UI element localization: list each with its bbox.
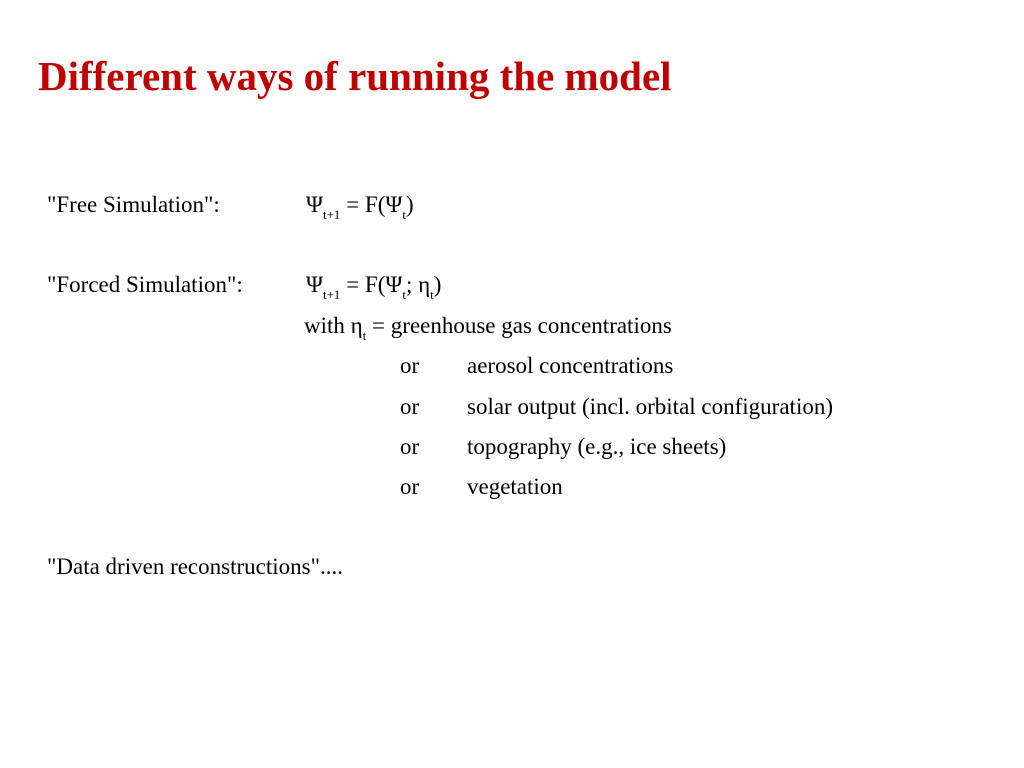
subscript: t: [402, 287, 406, 302]
forcing-definition: [304, 312, 672, 343]
or-word: or: [400, 474, 420, 499]
subscript: t+1: [322, 287, 341, 302]
equals-sign: =: [372, 313, 386, 338]
psi-symbol: Ψ: [385, 272, 403, 297]
subscript: t: [362, 328, 367, 343]
function-f: F(: [364, 192, 386, 217]
with-word: with: [304, 313, 345, 338]
psi-symbol: Ψ: [385, 192, 403, 217]
free-simulation-label: "Free Simulation":: [47, 192, 220, 217]
function-f: F(: [364, 272, 386, 297]
psi-symbol: Ψ: [306, 272, 323, 297]
free-simulation-equation: [306, 191, 414, 222]
alternative-text: vegetation: [467, 474, 563, 499]
equals-sign: =: [346, 192, 360, 217]
or-word: or: [400, 394, 420, 419]
alternative-text: topography (e.g., ice sheets): [467, 434, 727, 459]
semicolon: ;: [405, 272, 413, 297]
subscript: t+1: [322, 207, 341, 222]
forced-simulation-label: "Forced Simulation":: [47, 272, 243, 297]
alternative-text: aerosol concentrations: [467, 353, 674, 378]
eta-symbol: η: [418, 272, 431, 297]
subscript: t: [430, 287, 434, 302]
eta-symbol: η: [350, 313, 363, 338]
close-paren: ): [433, 272, 442, 297]
close-paren: ): [405, 192, 414, 217]
alternative-text: solar output (incl. orbital configuration): [467, 394, 833, 419]
or-word: or: [400, 353, 420, 378]
psi-symbol: Ψ: [306, 192, 323, 217]
slide-title: Different ways of running the model: [38, 53, 672, 99]
data-driven-label: "Data driven reconstructions"....: [47, 554, 343, 579]
or-word: or: [400, 434, 420, 459]
subscript: t: [402, 207, 406, 222]
equals-sign: =: [346, 272, 360, 297]
forcing-text: greenhouse gas concentrations: [390, 313, 672, 338]
forced-simulation-equation: [306, 271, 441, 302]
